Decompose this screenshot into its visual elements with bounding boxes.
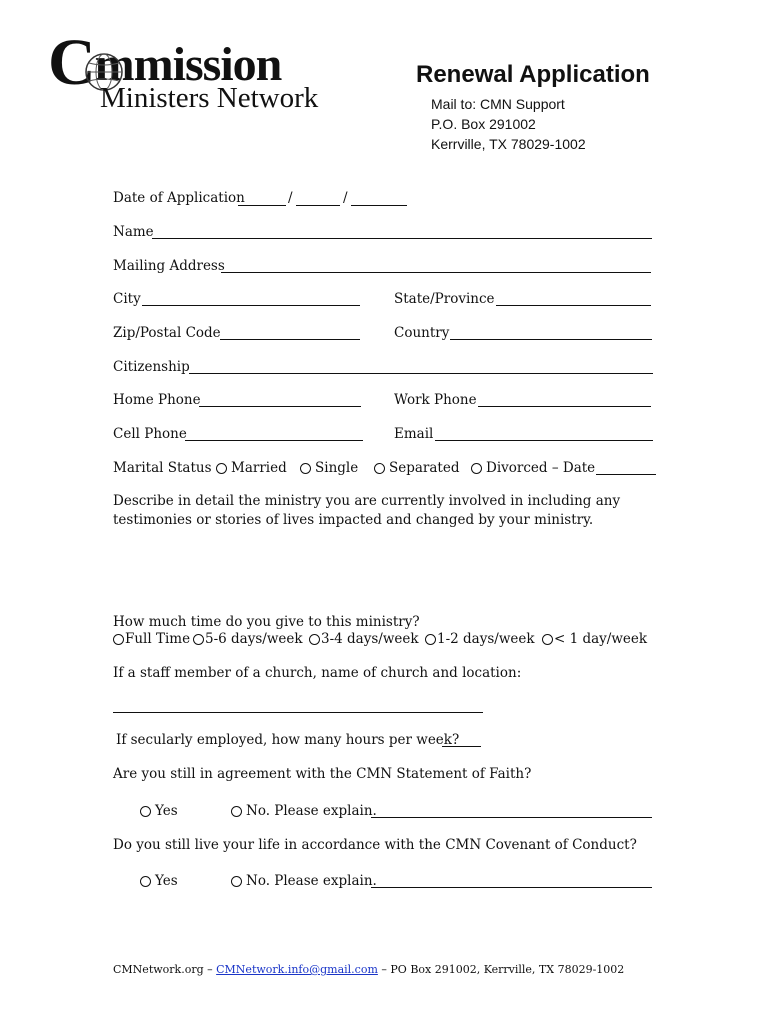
radio-icon[interactable]: [300, 463, 311, 474]
radio-icon[interactable]: [471, 463, 482, 474]
state-label: State/Province: [394, 291, 495, 307]
date-year-field[interactable]: [351, 205, 407, 206]
conduct-yes-option[interactable]: Yes: [140, 872, 178, 890]
faith-yes-option[interactable]: Yes: [140, 802, 178, 820]
city-field[interactable]: [142, 305, 360, 306]
radio-icon[interactable]: [140, 876, 151, 887]
divorce-date-field[interactable]: [596, 474, 656, 475]
email-label: Email: [394, 426, 434, 442]
hours-field[interactable]: [442, 746, 481, 747]
time-option-5-6[interactable]: 5-6 days/week: [193, 630, 303, 648]
time-question: How much time do you give to this ministry?: [113, 614, 420, 630]
email-field[interactable]: [435, 440, 653, 441]
conduct-explain-field[interactable]: [371, 887, 652, 888]
city-label: City: [113, 291, 141, 307]
radio-icon[interactable]: [113, 634, 124, 645]
conduct-no-option[interactable]: No. Please explain.: [231, 872, 377, 890]
radio-icon[interactable]: [309, 634, 320, 645]
marital-option-married[interactable]: Married: [216, 459, 287, 477]
radio-icon[interactable]: [216, 463, 227, 474]
logo-wordmark: Cmmission: [48, 26, 282, 99]
radio-icon[interactable]: [231, 806, 242, 817]
marital-option-separated[interactable]: Separated: [374, 459, 460, 477]
time-option-1-2[interactable]: 1-2 days/week: [425, 630, 535, 648]
time-option-less-1[interactable]: < 1 day/week: [542, 630, 647, 648]
zip-field[interactable]: [220, 339, 360, 340]
country-label: Country: [394, 325, 450, 341]
marital-status-label: Marital Status: [113, 460, 212, 476]
name-label: Name: [113, 224, 154, 240]
ministry-prompt-line-1: Describe in detail the ministry you are currently involved in including any: [113, 493, 621, 509]
marital-option-single[interactable]: Single: [300, 459, 358, 477]
conduct-question: Do you still live your life in accordance with the CMN Covenant of Conduct?: [113, 837, 637, 853]
citizenship-field[interactable]: [189, 373, 653, 374]
name-field[interactable]: [152, 238, 652, 239]
radio-icon[interactable]: [425, 634, 436, 645]
cell-phone-label: Cell Phone: [113, 426, 187, 442]
radio-icon[interactable]: [542, 634, 553, 645]
cell-phone-field[interactable]: [185, 440, 363, 441]
mailing-address-label: Mailing Address: [113, 258, 225, 274]
footer-site: CMNetwork.org –: [113, 963, 213, 976]
time-option-full[interactable]: Full Time: [113, 630, 190, 648]
date-label: Date of Application: [113, 190, 245, 206]
mail-line-2: P.O. Box 291002: [431, 116, 536, 132]
faith-no-option[interactable]: No. Please explain.: [231, 802, 377, 820]
date-day-field[interactable]: [296, 205, 340, 206]
footer-email-link[interactable]: CMNetwork.info@gmail.com: [216, 963, 378, 976]
date-month-field[interactable]: [238, 205, 286, 206]
work-phone-field[interactable]: [478, 406, 651, 407]
marital-option-divorced[interactable]: Divorced – Date: [471, 459, 595, 477]
faith-question: Are you still in agreement with the CMN Statement of Faith?: [113, 766, 532, 782]
zip-label: Zip/Postal Code: [113, 325, 221, 341]
staff-question: If a staff member of a church, name of church and location:: [113, 665, 522, 681]
home-phone-label: Home Phone: [113, 392, 201, 408]
secular-question: If secularly employed, how many hours per week?: [116, 732, 460, 748]
country-field[interactable]: [450, 339, 652, 340]
radio-icon[interactable]: [374, 463, 385, 474]
home-phone-field[interactable]: [199, 406, 361, 407]
page-title: Renewal Application: [416, 61, 650, 88]
mail-line-1: Mail to: CMN Support: [431, 96, 565, 112]
logo-subtitle: Ministers Network: [100, 82, 319, 114]
state-field[interactable]: [496, 305, 651, 306]
radio-icon[interactable]: [231, 876, 242, 887]
date-separator: /: [288, 190, 293, 206]
church-name-field[interactable]: [113, 712, 483, 713]
mail-line-3: Kerrville, TX 78029-1002: [431, 136, 586, 152]
radio-icon[interactable]: [193, 634, 204, 645]
ministry-description-area[interactable]: [113, 534, 653, 604]
ministry-prompt-line-2: testimonies or stories of lives impacted and changed by your ministry.: [113, 512, 594, 528]
mailing-address-field[interactable]: [221, 272, 651, 273]
footer-address: – PO Box 291002, Kerrville, TX 78029-1002: [381, 963, 625, 976]
work-phone-label: Work Phone: [394, 392, 477, 408]
date-separator: /: [343, 190, 348, 206]
faith-explain-field[interactable]: [371, 817, 652, 818]
radio-icon[interactable]: [140, 806, 151, 817]
time-option-3-4[interactable]: 3-4 days/week: [309, 630, 419, 648]
footer: [113, 963, 624, 976]
citizenship-label: Citizenship: [113, 359, 190, 375]
